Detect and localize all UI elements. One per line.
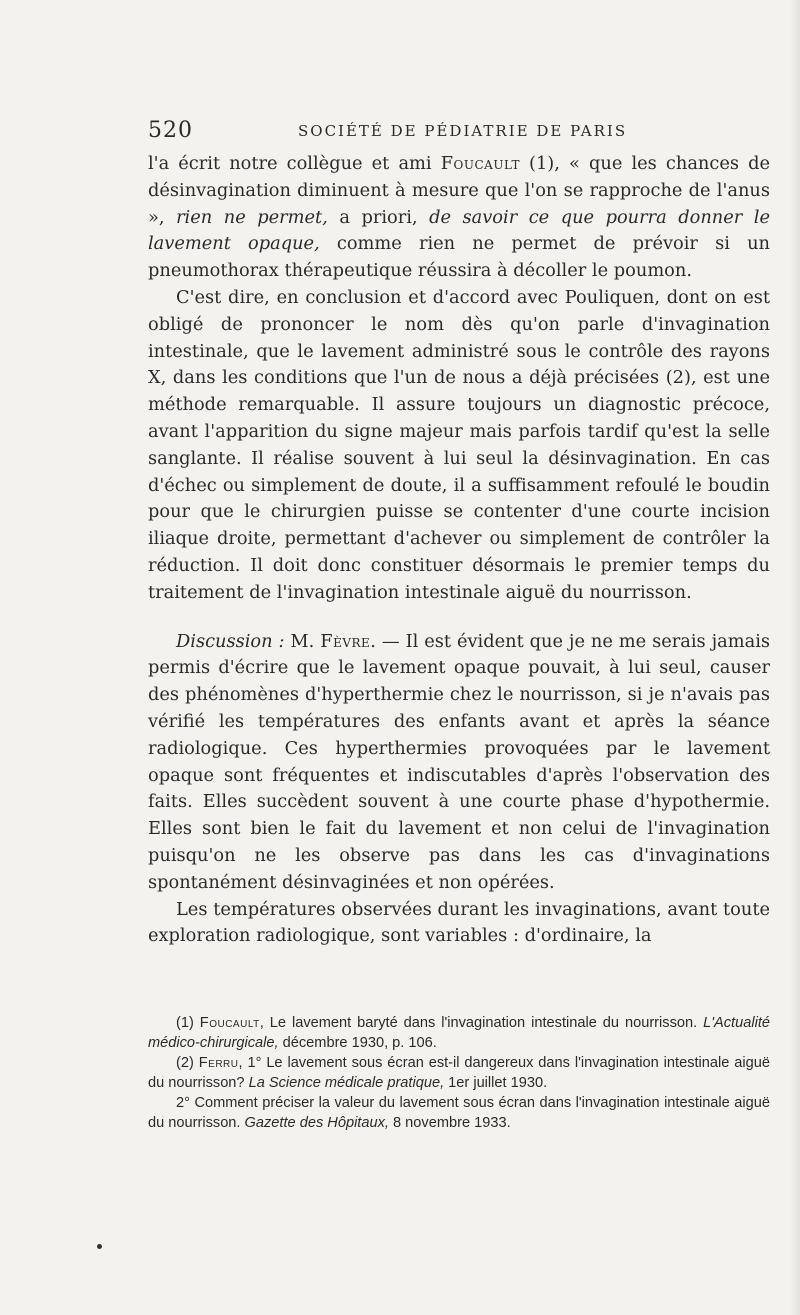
text-run: 2° Comment préciser la valeur du lavement sous écran dans l'invagination intestinale aiguë du nourrisson. xyxy=(148,1095,770,1131)
footnote-number: (1) xyxy=(176,1015,200,1031)
text-run: 8 novembre 1933. xyxy=(388,1115,511,1131)
paragraph-3 xyxy=(148,629,770,897)
text-run: (1), « que les chances de désinvagination diminuent à mesure que l'on se rapproche de l'anus », xyxy=(148,153,770,228)
footnote-number: (2) xyxy=(176,1055,199,1071)
paragraph-2: C'est dire, en conclusion et d'accord avec Pouliquen, dont on est obligé de prononcer le nom dès qu'on parle d'invagination intestinale, que le lavement administré sous le contrôle des rayons X, dans les conditions que l'un de nous a déjà précisées (2), est une méthode remarquable. Il assure toujours un diagnostic précoce, avant l'apparition du signe majeur mais parfois tardif qu'est la selle sanglante. Il réalise souvent à lui seul la désinvagination. En cas d'échec ou simplement de doute, il a suffisamment refoulé le boudin pour que le chirurgien puisse se contenter d'une courte incision iliaque droite, permettant d'achever ou simplement de contrôler la réduction. Il doit donc constituer désormais le premier temps du traitement de l'invagination intestinale aiguë du nourrisson. xyxy=(148,286,770,603)
author-name: Foucault xyxy=(440,153,520,174)
page-edge-shadow xyxy=(790,0,800,1315)
footnote-1 xyxy=(148,1013,770,1053)
italic-run: rien ne permet, xyxy=(176,206,328,228)
text-run: comme rien ne permet de prévoir si un pneumothorax thérapeutique réussira à décoller le poumon. xyxy=(148,233,770,282)
paragraph-4: Les températures observées durant les invaginations, avant toute exploration radiologique, sont variables : d'ordinaire, la xyxy=(148,898,770,947)
ink-dot xyxy=(97,1244,102,1249)
text-run: M. xyxy=(284,630,321,652)
footnote-3 xyxy=(148,1093,770,1133)
text-run: . — Il est évident que je ne me serais jamais permis d'écrire que le lavement opaque pouvait, à lui seul, causer des phénomènes d'hyperthermie chez le nourrisson, si je n'avais pas vérifié les températures des enfants avant et après la séance radiologique. Ces hyperthermies provoquées par le lavement opaque sont fréquentes et indiscutables d'après l'observation des faits. Elles succèdent souvent à une courte phase d'hypothermie. Elles sont bien le fait du lavement et non celui de l'invagination puisqu'on ne les observe pas dans les cas d'invaginations spontanément désinvaginées et non opérées. xyxy=(148,630,771,893)
text-run: a priori, xyxy=(327,206,430,228)
footnote-author: Ferru xyxy=(198,1055,239,1071)
journal-title: La Science médicale pratique, xyxy=(248,1075,445,1091)
text-run: , Le lavement baryté dans l'invagination intestinale du nourrisson. xyxy=(259,1015,704,1031)
footnote-2 xyxy=(148,1053,770,1093)
footnotes xyxy=(148,1013,770,1133)
footnote-author: Foucault xyxy=(199,1015,260,1031)
journal-title: L'Actualité médico-chirurgicale, xyxy=(148,1015,771,1051)
text-run: 1er juillet 1930. xyxy=(444,1075,548,1091)
text-run: , 1° Le lavement sous écran est-il dangereux dans l'invagination intestinale aiguë du nourrisson? xyxy=(148,1055,770,1091)
speaker-name: Fèvre xyxy=(320,630,371,652)
paragraph-1 xyxy=(148,151,770,285)
italic-run: de savoir ce que pourra donner le lavement opaque, xyxy=(148,206,771,255)
page-header xyxy=(148,118,656,148)
text-run: l'a écrit notre collègue et ami xyxy=(148,153,441,174)
body-text xyxy=(148,151,770,950)
running-title: SOCIÉTÉ DE PÉDIATRIE DE PARIS xyxy=(298,122,628,140)
journal-title: Gazette des Hôpitaux, xyxy=(244,1115,389,1131)
page-number: 520 xyxy=(148,118,193,143)
discussion-label: Discussion : xyxy=(176,630,285,652)
text-run: décembre 1930, p. 106. xyxy=(278,1035,437,1051)
